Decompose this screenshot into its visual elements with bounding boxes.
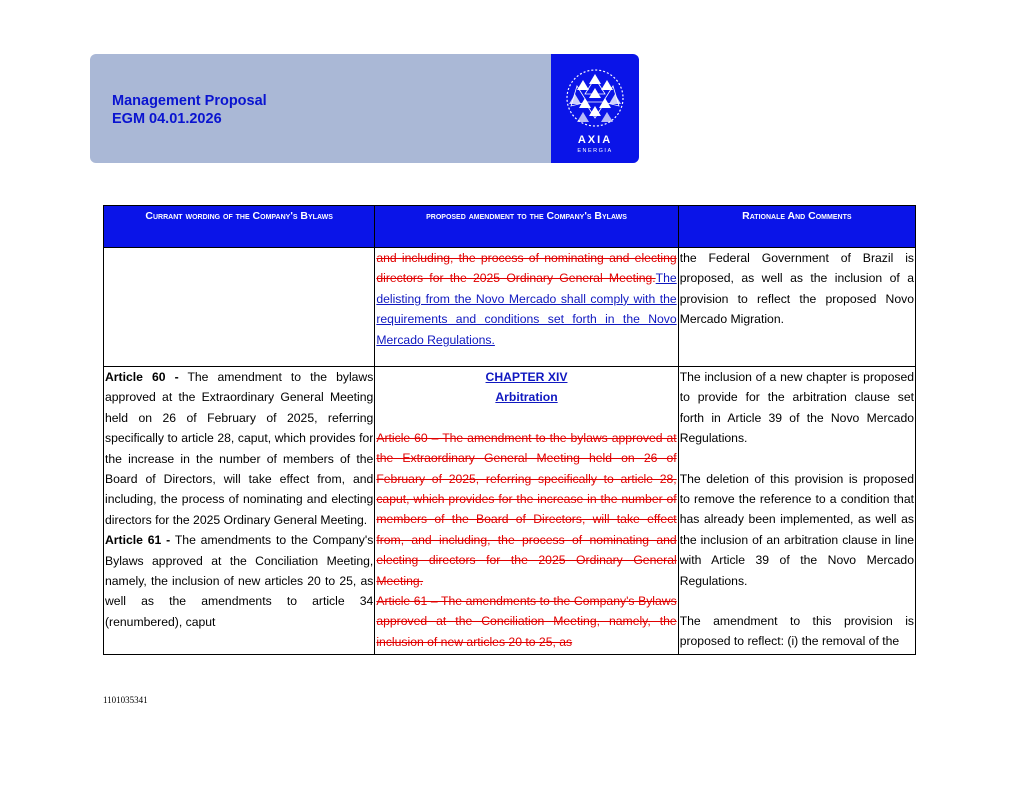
table-row: [104, 367, 916, 655]
proposed-amendment-cell: [375, 367, 678, 655]
document-title: [112, 92, 267, 128]
logo-name: AXIA: [577, 134, 613, 146]
inserted-text: The delisting from the Novo Mercado shall comply with the requirements and conditions set forth in the Novo Mercado Regulations.: [376, 271, 677, 347]
rationale-cell: [678, 367, 915, 655]
article-60-label: Article 60 -: [105, 370, 179, 384]
header-current-wording: Currant wording of the Company's Bylaws: [104, 206, 375, 248]
rationale-paragraph-1: The inclusion of a new chapter is proposed to provide for the arbitration clause set forth in Article 39 of the Novo Mercado Regulations.: [679, 370, 914, 446]
article-61-label: Article 61 -: [105, 533, 171, 548]
globe-logo-icon: [565, 68, 625, 128]
table-header-row: [104, 206, 916, 248]
title-line-2: EGM 04.01.2026: [112, 111, 222, 127]
axia-logo: [551, 54, 639, 163]
rationale-text: the Federal Government of Brazil is proposed, as well as the inclusion of a provision to reflect the proposed Novo Mercado Migration.: [679, 251, 914, 327]
rationale-cell: [678, 248, 915, 367]
document-code: 1101035341: [103, 695, 148, 705]
article-60-text: The amendment to the bylaws approved at the Extraordinary General Meeting held on 26 of February of 2025, referring specifically to article 28, caput, which provides for the increase in the number of members of the Board of Directors, will take effect from, and including, the process of nominating and electing directors for the 2025 Ordinary General Meeting.: [105, 370, 374, 527]
bylaws-comparison-table: [103, 205, 916, 655]
deleted-text: and including, the process of nominating and electing directors for the 2025 Ordinary General Meeting.: [376, 251, 677, 286]
table-row: [104, 248, 916, 367]
header-rationale: Rationale And Comments: [678, 206, 915, 248]
rationale-paragraph-3: The amendment to this provision is proposed to reflect: (i) the removal of the: [679, 614, 914, 649]
title-line-1: Management Proposal: [112, 93, 267, 109]
chapter-title: Arbitration: [495, 390, 558, 405]
logo-subtitle: ENERGIA: [577, 148, 613, 154]
deleted-article-61: Article 61 – The amendments to the Company's Bylaws approved at the Conciliation Meeting, namely, the inclusion of new articles 20 to 25, as: [376, 594, 677, 649]
chapter-heading: CHAPTER XIV: [485, 370, 568, 384]
current-wording-cell: [104, 248, 375, 367]
current-wording-cell: [104, 367, 375, 655]
article-61-text: The amendments to the Company's Bylaws approved at the Conciliation Meeting, namely, the inclusion of new articles 20 to 25, as well as the amendments to article 34 (renumbered), caput: [105, 533, 374, 629]
rationale-paragraph-2: The deletion of this provision is proposed to remove the reference to a condition that has already been implemented, as well as the inclusion of an arbitration clause in line with Article 39 of the Novo Mercado Regulations.: [679, 471, 914, 588]
header-proposed-amendment: proposed amendment to the Company's Bylaws: [375, 206, 678, 248]
proposed-amendment-cell: [375, 248, 678, 367]
deleted-article-60: Article 60 – The amendment to the bylaws approved at the Extraordinary General Meeting held on 26 of February of 2025, referring specifically to article 28, caput, which provides for the increase in the number of members of the Board of Directors, will take effect from, and including, the process of nominating and electing directors for the 2025 Ordinary General Meeting.: [376, 430, 677, 588]
